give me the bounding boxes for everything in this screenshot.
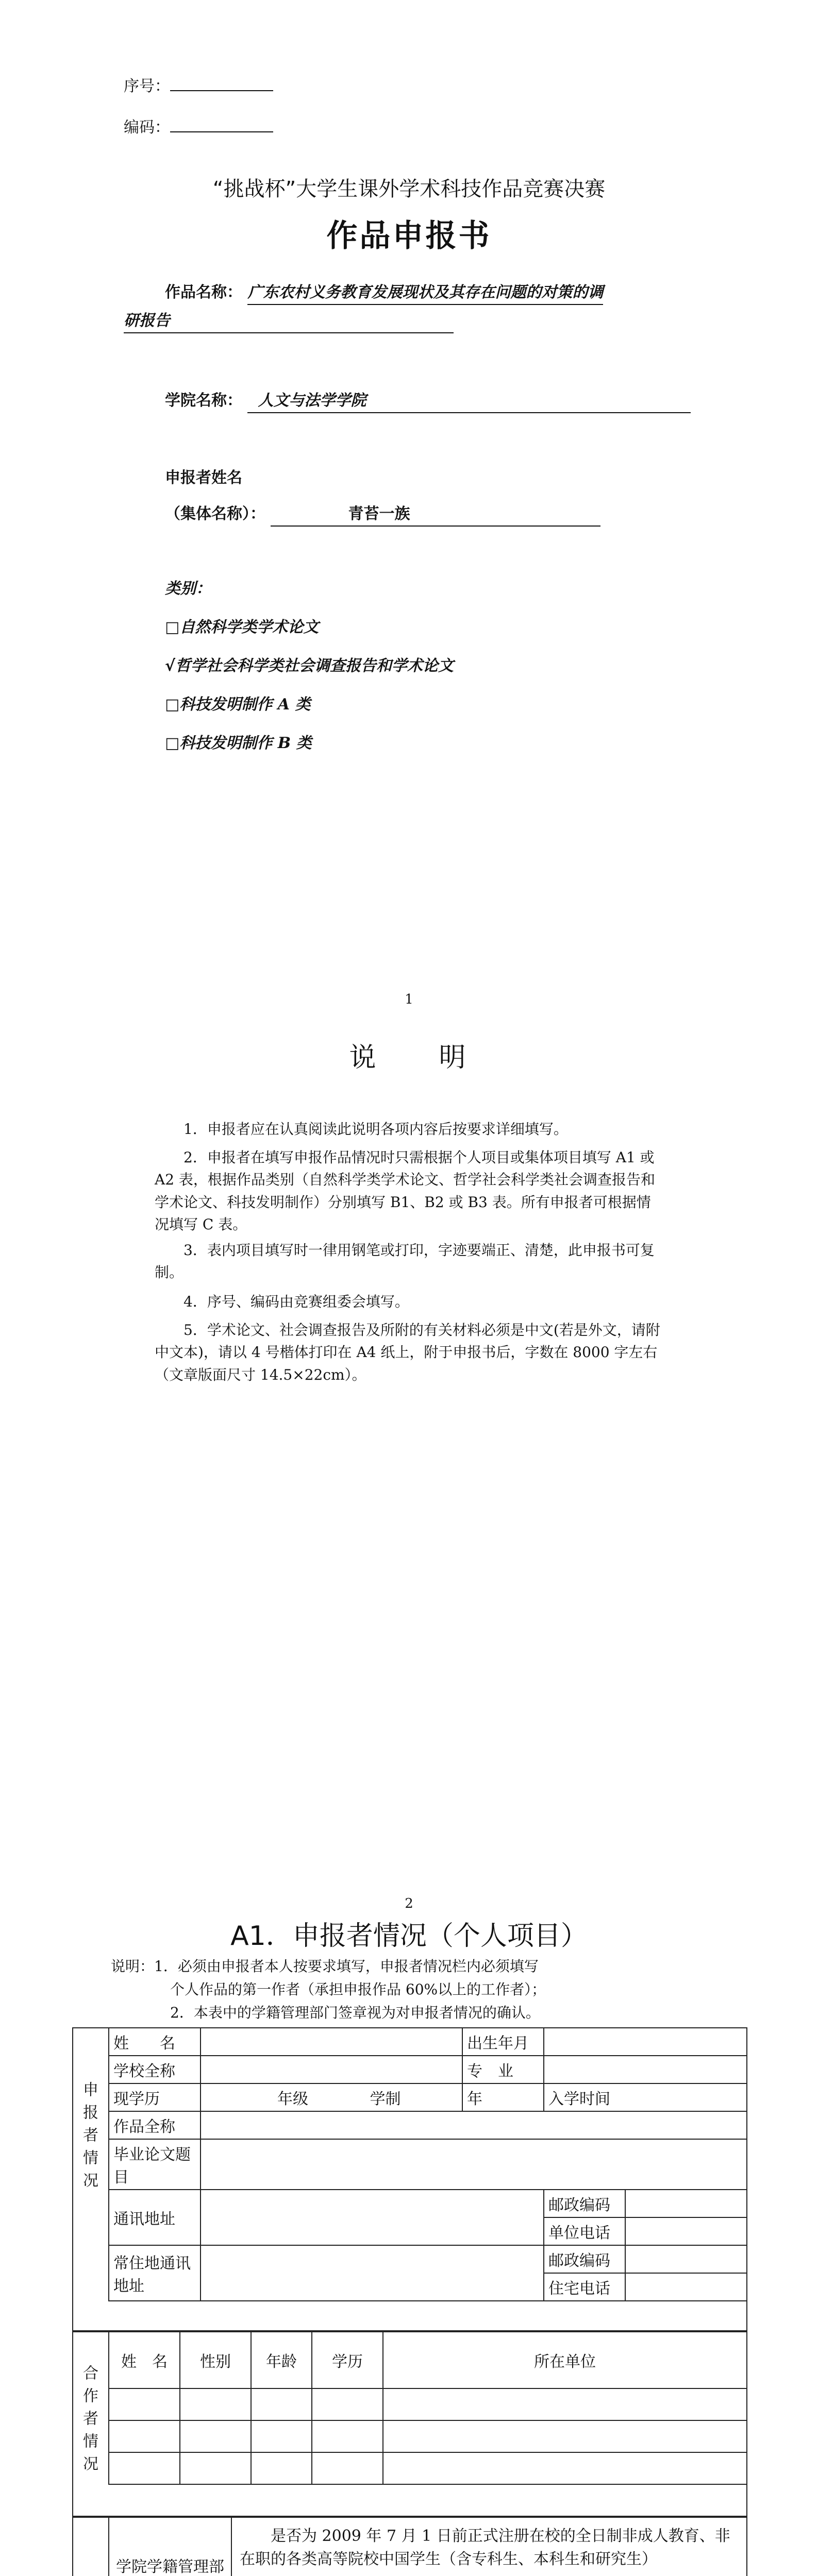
instruction-item: 3．表内项目填写时一律用钢笔或打印，字迹要端正、清楚，此申报书可复制。	[155, 1242, 655, 1281]
page-number: 1	[405, 992, 413, 1007]
college-value: 人文与法学学院	[247, 389, 691, 413]
co-cell[interactable]	[312, 2420, 383, 2452]
co-cell[interactable]	[251, 2452, 312, 2484]
document-title: 作品申报书	[326, 218, 492, 254]
code-number-field[interactable]	[124, 116, 273, 139]
instructions-title: 说 明	[349, 1042, 469, 1073]
education-row[interactable]	[201, 2083, 462, 2111]
name-label: 姓 名	[109, 2028, 201, 2056]
a1-coauthor-side: 合作者情况	[80, 2365, 98, 2478]
school-full-label: 学校全称	[109, 2056, 201, 2083]
postcode-label: 邮政编码	[544, 2190, 625, 2217]
instruction-item: 2．申报者在填写申报作品情况时只需根据个人项目或集体项目填写 A1 或 A2 表，根据作品类别（自然科学类学术论文、哲学社会科学类社会调查报告和学术论文、科技发明制作）分别填写 B1、B2 或 B3 表。所有申报者可根据情况填写 C 表。	[155, 1149, 655, 1233]
work-name-row-2	[124, 309, 454, 333]
a1-note: 2．本表中的学籍管理部门签章视为对申报者情况的确认。	[170, 2004, 540, 2021]
category-label: 类别：	[165, 580, 211, 598]
serial-number-field[interactable]	[124, 75, 273, 98]
a1-coauthor-table	[108, 2331, 747, 2485]
co-cell[interactable]	[109, 2388, 180, 2420]
category-text: 哲学社会科学类社会调查报告和学术论文	[175, 657, 454, 675]
category-text: 科技发明制作 A 类	[179, 696, 311, 714]
a1-note: 个人作品的第一作者（承担申报作品 60%以上的工作者）；	[170, 1981, 546, 1998]
home-postcode-label: 邮政编码	[544, 2245, 625, 2273]
co-name-header: 姓 名	[109, 2332, 180, 2388]
co-cell[interactable]	[383, 2388, 747, 2420]
co-unit-header: 所在单位	[383, 2332, 747, 2388]
instruction-item: 1．申报者应在认真阅读此说明各项内容后按要求详细填写。	[183, 1121, 568, 1138]
a1-title: A1．申报者情况（个人项目）	[230, 1921, 588, 1952]
co-cell[interactable]	[109, 2420, 180, 2452]
school-full-input[interactable]	[201, 2056, 462, 2083]
collective-row	[165, 502, 600, 527]
category-text: 科技发明制作 B 类	[179, 734, 312, 752]
category-item[interactable]	[165, 654, 454, 677]
home-address-input[interactable]	[201, 2245, 544, 2301]
address-input[interactable]	[201, 2190, 544, 2245]
contest-title: “挑战杯”大学生课外学术科技作品竞赛决赛	[212, 177, 606, 201]
serial-label: 序号：	[124, 77, 170, 95]
a1-applicant-side: 申报者情况	[80, 2081, 98, 2195]
checkbox-icon[interactable]: □	[165, 618, 180, 636]
serial-input[interactable]	[170, 75, 273, 91]
birth-label: 出生年月	[462, 2028, 544, 2056]
category-item[interactable]	[165, 616, 319, 639]
co-cell[interactable]	[312, 2388, 383, 2420]
co-cell[interactable]	[109, 2452, 180, 2484]
checkmark-icon[interactable]: √	[165, 657, 176, 675]
paper-title-label: 毕业论文题目	[109, 2139, 201, 2190]
a1-page	[0, 1911, 818, 2576]
co-cell[interactable]	[180, 2420, 251, 2452]
work-name-row	[165, 281, 603, 305]
a1-dept-text: 是否为 2009 年 7 月 1 日前正式注册在校的全日制非成人教育、非在职的各类高等院校中国学生（含专科生、本科生和研究生）	[240, 2527, 730, 2568]
collective-value: 青苔一族	[271, 502, 600, 527]
co-cell[interactable]	[251, 2420, 312, 2452]
co-cell[interactable]	[251, 2388, 312, 2420]
co-cell[interactable]	[383, 2452, 747, 2484]
applicant-label: 申报者姓名	[165, 469, 242, 487]
major-input[interactable]	[544, 2056, 747, 2083]
checkbox-icon[interactable]: □	[165, 734, 180, 752]
grade-label: 年级	[277, 2090, 308, 2108]
college-row	[165, 389, 691, 413]
work-name-value-2: 研报告	[124, 309, 454, 333]
address-label: 通讯地址	[109, 2190, 201, 2245]
checkbox-icon[interactable]: □	[165, 696, 180, 714]
category-item[interactable]	[165, 732, 312, 755]
work-full-input[interactable]	[201, 2111, 747, 2139]
work-full-label: 作品全称	[109, 2111, 201, 2139]
schooling-label: 学制	[370, 2090, 401, 2108]
cover-page	[0, 0, 818, 1010]
co-cell[interactable]	[383, 2420, 747, 2452]
instructions-page	[0, 1010, 818, 1911]
co-age-header: 年龄	[251, 2332, 312, 2388]
co-cell[interactable]	[180, 2452, 251, 2484]
co-gender-header: 性别	[180, 2332, 251, 2388]
code-label: 编码：	[124, 118, 170, 137]
major-label: 专 业	[462, 2056, 544, 2083]
code-input[interactable]	[170, 116, 273, 132]
home-phone-input[interactable]	[625, 2273, 747, 2301]
collective-label: （集体名称）：	[165, 505, 265, 523]
work-name-label: 作品名称：	[165, 283, 242, 301]
year-label: 年	[462, 2083, 544, 2111]
office-phone-input[interactable]	[625, 2217, 747, 2245]
instruction-item: 4．序号、编码由竞赛组委会填写。	[183, 1293, 409, 1310]
a1-dept-label: 学院学籍管理部	[116, 2558, 224, 2576]
a1-applicant-table	[108, 2027, 747, 2301]
a1-note: 说明：1．必须由申报者本人按要求填写，申报者情况栏内必须填写	[111, 1958, 539, 1975]
home-phone-label: 住宅电话	[544, 2273, 625, 2301]
birth-input[interactable]	[544, 2028, 747, 2056]
enroll-label: 入学时间	[544, 2083, 747, 2111]
category-text: 自然科学类学术论文	[179, 618, 319, 636]
co-cell[interactable]	[312, 2452, 383, 2484]
education-label: 现学历	[109, 2083, 201, 2111]
office-phone-label: 单位电话	[544, 2217, 625, 2245]
college-label: 学院名称：	[165, 392, 242, 410]
co-cell[interactable]	[180, 2388, 251, 2420]
name-input[interactable]	[201, 2028, 462, 2056]
work-name-value: 广东农村义务教育发展现状及其存在问题的对策的调	[247, 281, 603, 305]
home-postcode-input[interactable]	[625, 2245, 747, 2273]
home-address-label: 常住地通讯地址	[109, 2245, 201, 2301]
instruction-item: 5．学术论文、社会调查报告及所附的有关材料必须是中文(若是外文，请附中文本)，请以 4 号楷体打印在 A4 纸上，附于申报书后，字数在 8000 字左右（文章版面尺寸 14.5×22cm）。	[155, 1321, 660, 1383]
co-edu-header: 学历	[312, 2332, 383, 2388]
page-number: 2	[405, 1896, 413, 1911]
category-item[interactable]	[165, 693, 311, 716]
postcode-input[interactable]	[625, 2190, 747, 2217]
paper-title-input[interactable]	[201, 2139, 747, 2190]
